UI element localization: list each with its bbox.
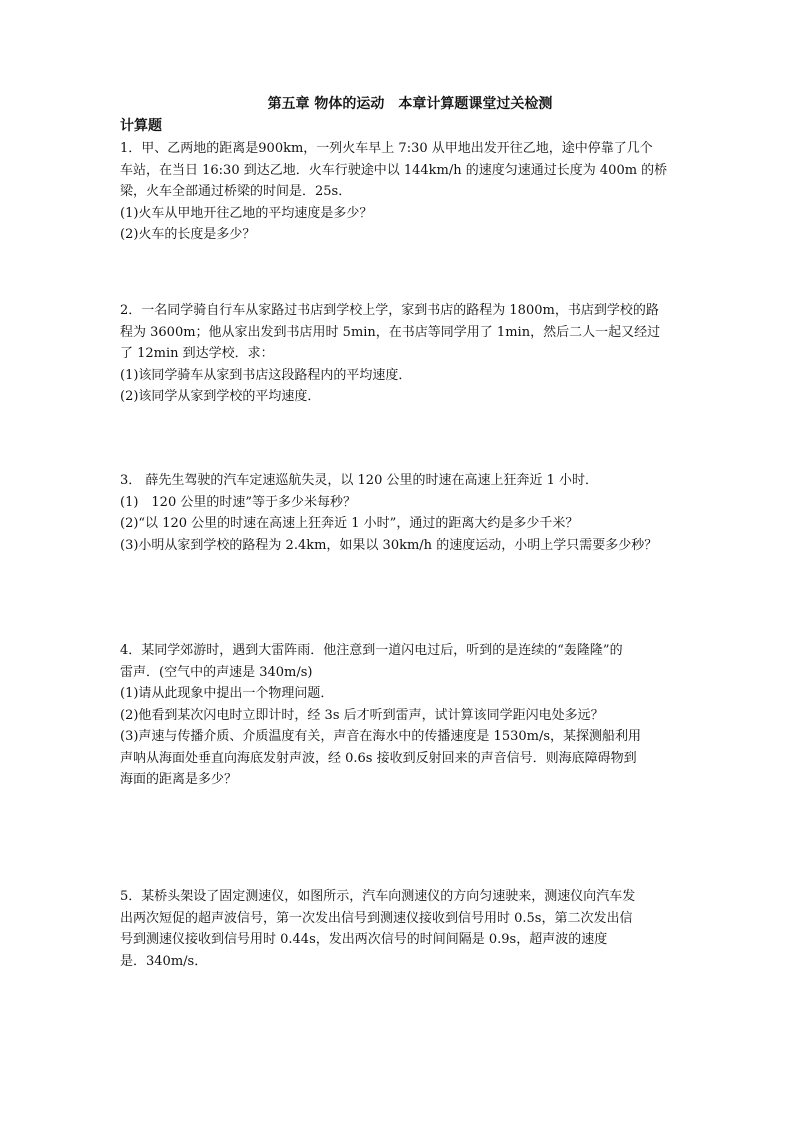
question-line: (1) 120 公里的时速”等于多少米每秒？ — [120, 494, 357, 510]
document-title: 第五章 物体的运动 本章计算题课堂过关检测 — [267, 96, 553, 112]
question-line: 出两次短促的超声波信号，第一次发出信号到测速仪接收到信号用时 0.5s，第二次发出信 — [120, 910, 633, 926]
question-2 — [120, 300, 680, 408]
question-line: (2)“以 120 公里的时速在高速上狂奔近 1 小时”，通过的距离大约是多少千米？ — [120, 516, 579, 531]
question-line: 3． 薛先生驾驶的汽车定速巡航失灵，以 120 公里的时速在高速上狂奔近 1 小时． — [120, 473, 599, 488]
question-line: 海面的距离是多少？ — [120, 772, 238, 787]
question-line: (2)火车的长度是多少？ — [120, 227, 256, 242]
question-line: (1)该同学骑车从家到书店这段路程内的平均速度． — [120, 367, 412, 383]
question-5 — [120, 886, 680, 972]
question-line: 车站，在当日 16:30 到达乙地．火车行驶途中以 144km/h 的速度匀速通过长度为 400m 的桥 — [120, 162, 668, 178]
question-line: (2)该同学从家到学校的平均速度． — [120, 389, 321, 404]
question-1 — [120, 138, 680, 246]
question-line: 是．340m/s． — [120, 953, 208, 969]
question-line: 1．甲、乙两地的距离是900km，一列火车早上 7:30 从甲地出发开往乙地，途中停靠了几个 — [120, 141, 653, 156]
section-heading: 计算题 — [120, 118, 162, 134]
question-line: 梁，火车全部通过桥梁的时间是．25s． — [120, 184, 352, 199]
question-line: (1)请从此现象中提出一个物理问题． — [120, 686, 334, 701]
question-line: 号到测速仪接收到信号用时 0.44s，发出两次信号的时间间隔是 0.9s，超声波的速度 — [120, 932, 608, 947]
question-line: (3)小明从家到学校的路程为 2.4km，如果以 30km/h 的速度运动，小明上学只需要多少秒？ — [120, 537, 658, 553]
question-line: 4．某同学郊游时，遇到大雷阵雨．他注意到一道闪电过后，听到的是连续的“轰隆隆”的 — [120, 643, 623, 658]
question-line: (3)声速与传播介质、介质温度有关，声音在海水中的传播速度是 1530m/s，某探测船利用 — [120, 729, 642, 744]
question-line: (2)他看到某次闪电时立即计时，经 3s 后才听到雷声，试计算该同学距闪电处多远？ — [120, 707, 604, 723]
question-line: 了 12min 到达学校．求： — [120, 346, 274, 361]
question-line: 声呐从海面处垂直向海底发射声波，经 0.6s 接收到反射回来的声音信号．则海底障碍物到 — [120, 750, 637, 766]
question-3 — [120, 470, 680, 556]
question-4 — [120, 640, 680, 791]
question-line: (1)火车从甲地开往乙地的平均速度是多少？ — [120, 205, 373, 221]
question-line: 2．一名同学骑自行车从家路过书店到学校上学，家到书店的路程为 1800m，书店到学校的路 — [120, 303, 659, 318]
question-line: 5．某桥头架设了固定测速仪，如图所示，汽车向测速仪的方向匀速驶来，测速仪向汽车发 — [120, 889, 636, 904]
question-line: 雷声．(空气中的声速是 340m/s) — [120, 664, 313, 680]
question-line: 程为 3600m；他从家出发到书店用时 5min，在书店等同学用了 1min，然后二人一起又经过 — [120, 324, 661, 340]
